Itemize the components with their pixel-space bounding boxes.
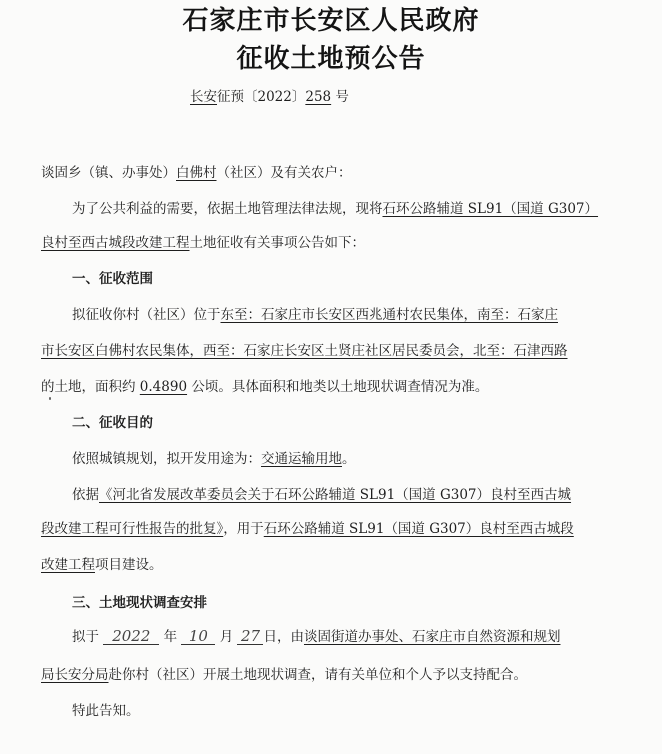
section1-l3-a: 的土地，面积约 [41, 379, 140, 395]
section2-p2-l1-b: 《河北省发展改革委员会关于石环公路辅道 SL91（国道 G307）良村至西古城 [99, 487, 572, 503]
intro-l1-b: 石环公路辅道 SL91（国道 G307） [382, 201, 599, 217]
doc-number-mid: 征预〔2022〕 [217, 89, 306, 105]
section2-para2-line2 [41, 520, 574, 538]
section2-p2-l2-b: ，用于 [223, 521, 264, 537]
doc-number-prefix: 长安 [190, 89, 217, 105]
section1-heading: 一、征收范围 [72, 271, 153, 287]
section2-p2-l3-b: 项目建设。 [95, 557, 163, 573]
salutation-part1: 谈固乡（镇、办事处） [41, 165, 176, 181]
scan-speck [49, 397, 51, 400]
section3-l2-a: 局长安分局 [41, 667, 109, 683]
section3-year-unit: 年 [163, 629, 178, 645]
handwritten-month: 10 [181, 628, 215, 645]
handwritten-year: 2022 [103, 628, 159, 645]
section1-line2 [41, 342, 568, 360]
section2-p2-l2-a: 段改建工程可行性报告的批复》 [41, 521, 224, 537]
section2-p2-l1-a: 依据 [72, 487, 99, 503]
document-title-line1: 石家庄市长安区人民政府 [182, 6, 480, 36]
section2-p2-l3-a: 改建工程 [41, 557, 95, 573]
section2-para1 [72, 450, 356, 468]
section1-l2-a: 市长安区白佛村农民集体，西至：石家庄长安区土贤庄社区居民委员会，北至：石津西路 [41, 343, 568, 359]
section2-p1-a: 依照城镇规划，拟开发用途为： [72, 451, 261, 467]
intro-l2-b: 土地征收有关事项公告如下： [189, 235, 365, 251]
intro-line1 [72, 200, 598, 218]
section3-month-unit: 月 [219, 629, 234, 645]
doc-number-suffix: 号 [331, 89, 349, 105]
salutation-village: 白佛村 [176, 165, 217, 181]
doc-number-num: 258 [305, 89, 332, 105]
closing-text: 特此告知。 [72, 703, 140, 719]
section2-para2-line1 [72, 486, 571, 504]
section2-p1-end: 。 [342, 451, 356, 467]
document-title-line2: 征收土地预公告 [236, 44, 426, 74]
section1-line1 [72, 306, 558, 324]
salutation [41, 164, 352, 182]
section1-l1-b: 东至：石家庄市长安区西兆通村农民集体，南至：石家庄 [220, 307, 558, 323]
section3-day-unit: 日，由 [263, 629, 304, 645]
intro-l2-a: 良村至西古城段改建工程 [41, 235, 190, 251]
intro-l1-a: 为了公共利益的需要，依据土地管理法律法规，现将 [72, 201, 383, 217]
section2-heading: 二、征收目的 [72, 415, 153, 431]
section1-line3 [41, 378, 488, 396]
document-number [190, 88, 349, 106]
section2-p2-l2-c: 石环公路辅道 SL91（国道 G307）良村至西古城段 [263, 521, 574, 537]
section3-l1-a: 拟于 [72, 629, 99, 645]
section1-l1-a: 拟征收你村（社区）位于 [72, 307, 221, 323]
intro-line2 [41, 234, 365, 252]
section3-l1-b: 谈固街道办事处、石家庄市自然资源和规划 [303, 629, 561, 645]
section2-para2-line3 [41, 556, 163, 574]
section3-l2-b: 赴你村（社区）开展土地现状调查，请有关单位和个人予以支持配合。 [108, 667, 527, 683]
section1-l3-b: 公顷。具体面积和地类以土地现状调查情况为准。 [187, 379, 489, 395]
handwritten-day: 27 [237, 628, 263, 645]
section1-area: 0.4890 [139, 379, 188, 395]
section3-line2 [41, 666, 527, 684]
section3-line1 [72, 628, 560, 646]
salutation-part2: （社区）及有关农户： [216, 165, 352, 181]
section2-land-use: 交通运输用地 [261, 451, 342, 467]
section3-heading: 三、土地现状调查安排 [72, 595, 207, 611]
